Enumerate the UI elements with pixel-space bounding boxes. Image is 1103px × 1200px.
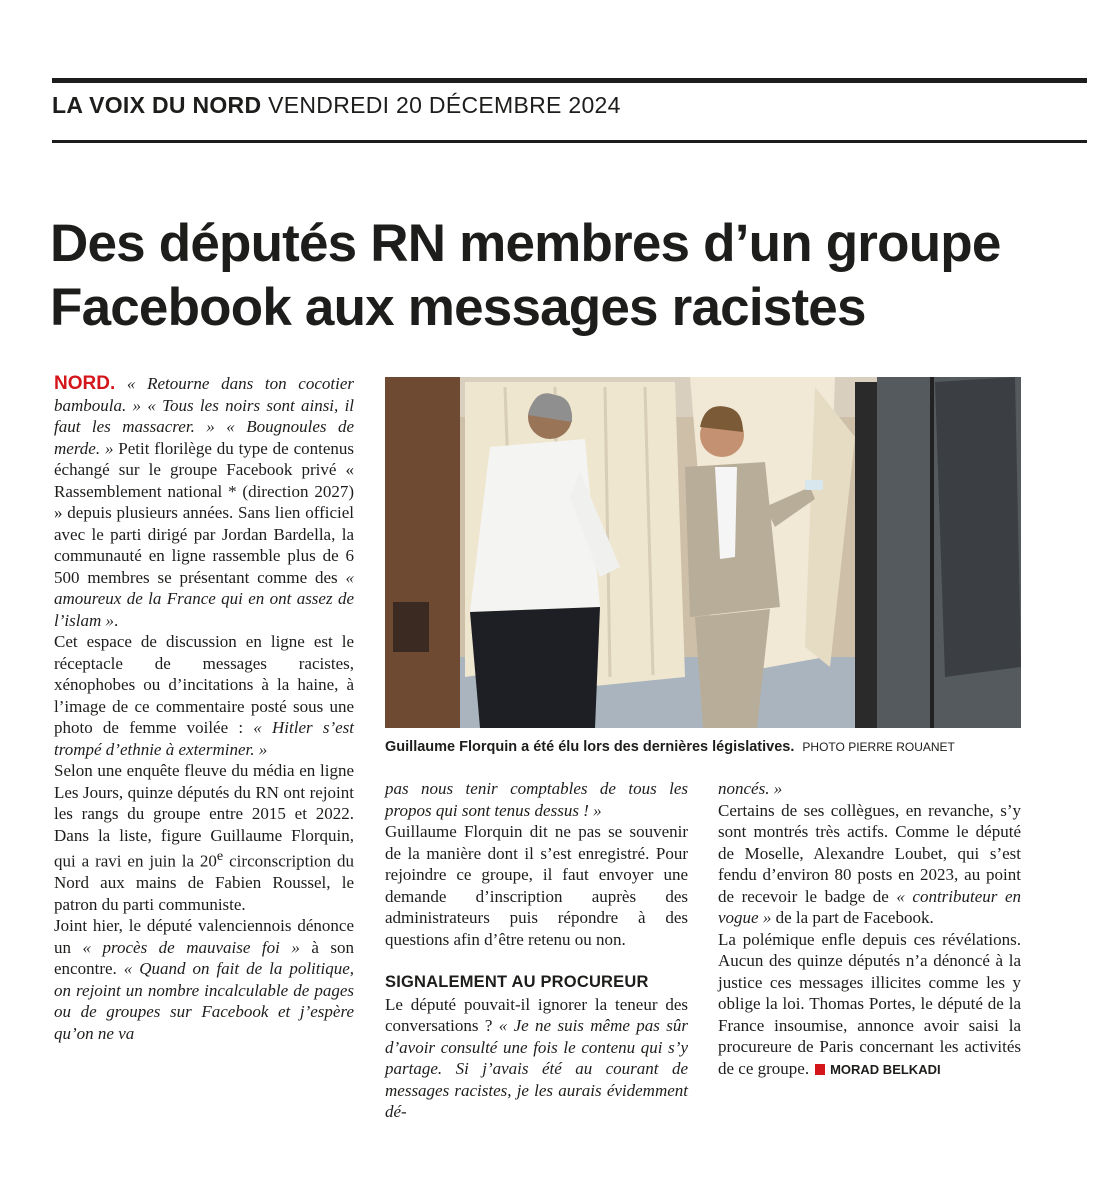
paragraph-7: [718, 800, 1021, 929]
quote: « Retourne dans ton cocotier bamboula. »: [54, 374, 354, 415]
body-text: de la part de Facebook.: [775, 908, 934, 927]
body-text: Guillaume Florquin dit ne pas se souvenir de la manière dont il s’est enregistré. Pour rejoindre ce groupe, il faut envoyer une demande d’inscription auprès des administrateurs puis répondre à des questions afin d’être retenu ou non.: [385, 822, 688, 949]
body-text: .: [113, 610, 119, 630]
masthead: [52, 92, 621, 119]
paragraph-3: [54, 760, 354, 915]
paragraph-6-continued: [718, 778, 1021, 800]
signature-marker-icon: [815, 1064, 825, 1075]
article-photo: [385, 377, 1021, 728]
body-text: La polémique enfle depuis ces révélations. Aucun des quinze députés n’a dénoncé à la justice ces messages illicites comme les y oblige la loi. Thomas Portes, le député de la France insoumise, annonce avoir saisi la procureure de Paris concernant les activités de ce groupe.: [718, 929, 1021, 1078]
quote: pas nous tenir comptables de tous les propos qui sont tenus dessus ! »: [385, 779, 688, 820]
masthead-bottom-rule: [52, 140, 1087, 143]
paragraph-2: [54, 631, 354, 760]
quote: « Hitler s’est trompé d’ethnie à exterminer. »: [54, 718, 354, 759]
paragraph-6: [385, 994, 688, 1123]
body-text: Le député pouvait-il ignorer la teneur des conversations ?: [385, 994, 688, 1035]
body-text: à son encontre.: [54, 937, 355, 979]
body-text: Petit florilège du type de contenus échangé sur le groupe Facebook privé « Rassemblement national * (direction 2027) » depuis plusieurs années. Sans lien officiel avec le parti dirigé par Jordan Bardella, la communauté en ligne rassemble plus de 6 500 membres se présentant comme des: [54, 438, 355, 587]
paragraph-4-continued: [385, 778, 688, 821]
quote: « Quand on fait de la politique, on rejoint un nombre incalculable de pages ou de groupes sur Facebook et j’espère qu’on ne va: [54, 959, 355, 1043]
masthead-top-rule: [52, 78, 1087, 83]
ordinal-number: 20: [199, 851, 217, 871]
photo-credit: PHOTO PIERRE ROUANET: [802, 740, 955, 754]
paragraph-8: [718, 929, 1021, 1081]
photo-illustration: [385, 377, 1021, 728]
newspaper-name: LA VOIX DU NORD: [52, 92, 262, 118]
article-column-3: [718, 778, 1021, 1080]
paragraph-1: [54, 373, 354, 631]
lead-location-tag: NORD.: [54, 373, 116, 394]
body-text: Joint hier, le député valenciennois dénonce un: [54, 916, 354, 957]
headline-line-2: Facebook aux messages racistes: [50, 278, 866, 337]
quote: « Bougnoules de merde. »: [54, 417, 354, 458]
body-text: Selon une enquête fleuve du média en ligne Les Jours, quinze députés du RN ont rejoint les rangs du groupe entre 2015 et 2022. Dans la liste, figure Guillaume Florquin, qui a ravi en juin la: [54, 761, 354, 871]
paragraph-5: [385, 821, 688, 950]
author-name: MORAD BELKADI: [830, 1061, 941, 1077]
body-text: circonscription du Nord aux mains de Fabien Roussel, le patron du parti communiste.: [54, 851, 355, 914]
quote: « procès de mauvaise foi »: [82, 937, 300, 957]
quote: « contributeur en vogue »: [718, 886, 1021, 927]
body-text: Certains de ses collègues, en revanche, s’y sont montrés très actifs. Comme le député de Moselle, Alexandre Loubet, qui s’est fendu d’environ 80 posts en 2023, au point de recevoir le badge de: [718, 800, 1021, 906]
quote: « Tous les noirs sont ainsi, il faut les massacrer. »: [54, 395, 355, 436]
article-headline: [50, 212, 1090, 340]
ordinal-suffix: e: [216, 848, 224, 864]
body-text: Cet espace de discussion en ligne est le réceptacle de messages racistes, xénophobes ou d’incitations à la haine, à l’image de ce commentaire posté sous une photo de femme voilée :: [54, 632, 354, 737]
article-column-2: [385, 778, 688, 1123]
article-column-1: [54, 373, 354, 1044]
paragraph-4: [54, 915, 354, 1044]
caption-text: Guillaume Florquin a été élu lors des dernières législatives.: [385, 739, 795, 755]
section-subheading: SIGNALEMENT AU PROCUREUR: [385, 973, 649, 991]
author-signature: [809, 1062, 941, 1077]
quote: noncés. »: [718, 779, 783, 798]
quote: « Je ne suis même pas sûr d’avoir consulté une fois le contenu qui s’y partage. Si j’avais été au courant de messages racistes, je les aurais évidemment dé-: [385, 1016, 688, 1121]
quote: « amoureux de la France qui en ont assez de l’islam »: [54, 567, 354, 630]
headline-line-1: Des députés RN membres d’un groupe: [50, 214, 1001, 273]
publication-date: VENDREDI 20 DÉCEMBRE 2024: [268, 92, 621, 118]
photo-caption: [385, 739, 1035, 755]
